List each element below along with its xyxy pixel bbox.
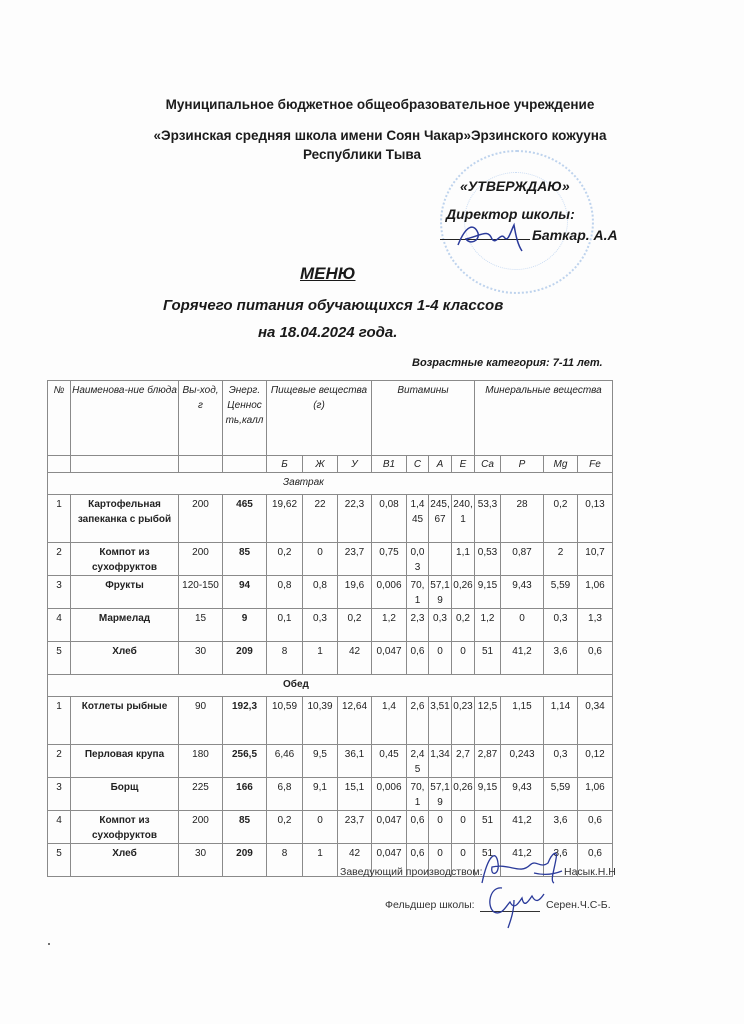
cell-p: 41,2 — [501, 642, 544, 675]
cell-c: 0,03 — [407, 543, 429, 576]
cell-mg: 0,3 — [544, 609, 578, 642]
header-vitamins: Витамины — [372, 381, 475, 456]
cell-b1: 0,75 — [372, 543, 407, 576]
subheader-carbs: У — [338, 456, 372, 473]
cell-c: 2,45 — [407, 745, 429, 778]
subheader-row — [48, 456, 613, 473]
cell-zh: 1 — [303, 844, 338, 877]
cell-fe: 0,34 — [578, 697, 613, 745]
cell-ca: 9,15 — [475, 778, 501, 811]
cell-name: Хлеб — [71, 844, 179, 877]
subheader-e: Е — [452, 456, 475, 473]
cell-num: 3 — [48, 778, 71, 811]
cell-e: 0 — [452, 811, 475, 844]
cell-num: 1 — [48, 697, 71, 745]
cell-zh: 1 — [303, 642, 338, 675]
cell-mg: 3,6 — [544, 642, 578, 675]
cell-energy: 166 — [223, 778, 267, 811]
cell-energy: 209 — [223, 642, 267, 675]
header-num: № — [48, 381, 71, 456]
cell-zh: 9,1 — [303, 778, 338, 811]
cell-zh: 0,3 — [303, 609, 338, 642]
cell-b: 0,2 — [267, 811, 303, 844]
cell-name: Фрукты — [71, 576, 179, 609]
cell-u: 15,1 — [338, 778, 372, 811]
cell-u: 12,64 — [338, 697, 372, 745]
age-category: Возрастные категория: 7-11 лет. — [412, 357, 603, 369]
cell-num: 4 — [48, 811, 71, 844]
cell-name: Перловая крупа — [71, 745, 179, 778]
cell-energy: 209 — [223, 844, 267, 877]
cell-name: Картофельная запеканка с рыбой — [71, 495, 179, 543]
cell-zh: 0 — [303, 543, 338, 576]
header-nutrients: Пищевые вещества (г) — [267, 381, 372, 456]
cell-num: 2 — [48, 745, 71, 778]
medic-name: Серен.Ч.С-Б. — [546, 899, 611, 911]
subheader-blank — [71, 456, 179, 473]
cell-fe: 10,7 — [578, 543, 613, 576]
production-head-label: Заведующий производством: — [340, 866, 483, 878]
director-name: Баткар. А.А — [532, 227, 618, 243]
cell-b: 6,46 — [267, 745, 303, 778]
cell-u: 36,1 — [338, 745, 372, 778]
cell-ca: 9,15 — [475, 576, 501, 609]
cell-mg: 1,14 — [544, 697, 578, 745]
cell-energy: 256,5 — [223, 745, 267, 778]
director-position: Директор школы: — [446, 206, 575, 222]
cell-mg: 3,6 — [544, 811, 578, 844]
cell-yield: 15 — [179, 609, 223, 642]
section-label: Завтрак — [48, 473, 613, 495]
cell-ca: 51 — [475, 844, 501, 877]
cell-ca: 12,5 — [475, 697, 501, 745]
cell-e: 0 — [452, 844, 475, 877]
cell-b1: 0,006 — [372, 778, 407, 811]
cell-energy: 94 — [223, 576, 267, 609]
cell-yield: 225 — [179, 778, 223, 811]
cell-e: 0 — [452, 642, 475, 675]
cell-b1: 0,08 — [372, 495, 407, 543]
cell-yield: 120-150 — [179, 576, 223, 609]
cell-num: 5 — [48, 642, 71, 675]
cell-b1: 0,006 — [372, 576, 407, 609]
cell-a — [429, 543, 452, 576]
org-line-1: Муниципальное бюджетное общеобразовательное учреждение — [165, 97, 595, 112]
cell-zh: 0 — [303, 811, 338, 844]
cell-name: Компот из сухофруктов — [71, 811, 179, 844]
cell-e: 1,1 — [452, 543, 475, 576]
section-row — [48, 473, 613, 495]
cell-c: 1,445 — [407, 495, 429, 543]
section-row — [48, 675, 613, 697]
medic-label: Фельдшер школы: — [385, 899, 475, 911]
cell-zh: 22 — [303, 495, 338, 543]
table-row — [48, 576, 613, 609]
cell-b: 8 — [267, 642, 303, 675]
menu-title: МЕНЮ — [300, 264, 356, 283]
cell-ca: 51 — [475, 811, 501, 844]
cell-a: 1,34 — [429, 745, 452, 778]
cell-fe: 0,12 — [578, 745, 613, 778]
cell-c: 0,6 — [407, 811, 429, 844]
cell-p: 0,243 — [501, 745, 544, 778]
cell-b1: 0,047 — [372, 642, 407, 675]
org-line-3: Республики Тыва — [302, 147, 422, 162]
cell-name: Котлеты рыбные — [71, 697, 179, 745]
cell-yield: 200 — [179, 495, 223, 543]
scan-speck — [48, 943, 50, 945]
cell-u: 42 — [338, 642, 372, 675]
cell-c: 70,1 — [407, 778, 429, 811]
cell-yield: 180 — [179, 745, 223, 778]
cell-fe: 0,6 — [578, 844, 613, 877]
cell-yield: 90 — [179, 697, 223, 745]
cell-fe: 0,6 — [578, 642, 613, 675]
table-row — [48, 697, 613, 745]
cell-p: 0,87 — [501, 543, 544, 576]
production-head-name: Насык.Н.Н — [564, 866, 616, 878]
cell-c: 0,6 — [407, 844, 429, 877]
subheader-fe: Fe — [578, 456, 613, 473]
cell-a: 0 — [429, 844, 452, 877]
subheader-protein: Б — [267, 456, 303, 473]
cell-u: 22,3 — [338, 495, 372, 543]
cell-num: 2 — [48, 543, 71, 576]
cell-a: 0 — [429, 811, 452, 844]
cell-c: 2,6 — [407, 697, 429, 745]
cell-energy: 9 — [223, 609, 267, 642]
cell-num: 5 — [48, 844, 71, 877]
cell-u: 0,2 — [338, 609, 372, 642]
cell-a: 0,3 — [429, 609, 452, 642]
table-row — [48, 495, 613, 543]
cell-b1: 0,047 — [372, 811, 407, 844]
cell-b1: 0,45 — [372, 745, 407, 778]
cell-num: 1 — [48, 495, 71, 543]
cell-fe: 1,06 — [578, 778, 613, 811]
subheader-mg: Mg — [544, 456, 578, 473]
cell-p: 41,2 — [501, 844, 544, 877]
subheader-a: А — [429, 456, 452, 473]
cell-yield: 30 — [179, 844, 223, 877]
cell-e: 240,1 — [452, 495, 475, 543]
table-row — [48, 811, 613, 844]
subheader-ca: Ca — [475, 456, 501, 473]
section-label: Обед — [48, 675, 613, 697]
cell-b: 8 — [267, 844, 303, 877]
cell-energy: 465 — [223, 495, 267, 543]
subheader-fat: Ж — [303, 456, 338, 473]
cell-b: 0,2 — [267, 543, 303, 576]
cell-fe: 1,3 — [578, 609, 613, 642]
cell-p: 9,43 — [501, 576, 544, 609]
cell-ca: 53,3 — [475, 495, 501, 543]
cell-p: 0 — [501, 609, 544, 642]
cell-b: 0,1 — [267, 609, 303, 642]
cell-p: 1,15 — [501, 697, 544, 745]
medic-signature-icon — [480, 880, 550, 930]
subheader-blank — [223, 456, 267, 473]
cell-zh: 9,5 — [303, 745, 338, 778]
table-row — [48, 609, 613, 642]
menu-date: на 18.04.2024 года. — [258, 324, 398, 341]
table-row — [48, 543, 613, 576]
cell-name: Борщ — [71, 778, 179, 811]
cell-b1: 1,2 — [372, 609, 407, 642]
cell-b1: 0,047 — [372, 844, 407, 877]
subheader-b1: В1 — [372, 456, 407, 473]
header-energy: Энерг. Ценность,калл — [223, 381, 267, 456]
subheader-c: С — [407, 456, 429, 473]
cell-yield: 200 — [179, 543, 223, 576]
header-row — [48, 381, 613, 456]
cell-a: 57,19 — [429, 778, 452, 811]
menu-subtitle: Горячего питания обучающихся 1-4 классов — [163, 297, 504, 314]
cell-a: 245,67 — [429, 495, 452, 543]
subheader-blank — [48, 456, 71, 473]
cell-mg: 5,59 — [544, 576, 578, 609]
menu-table — [47, 380, 613, 877]
cell-mg: 0,3 — [544, 745, 578, 778]
cell-c: 70,1 — [407, 576, 429, 609]
cell-ca: 51 — [475, 642, 501, 675]
cell-ca: 2,87 — [475, 745, 501, 778]
cell-energy: 85 — [223, 811, 267, 844]
cell-num: 3 — [48, 576, 71, 609]
cell-e: 0,26 — [452, 576, 475, 609]
cell-fe: 0,13 — [578, 495, 613, 543]
cell-name: Хлеб — [71, 642, 179, 675]
cell-b: 6,8 — [267, 778, 303, 811]
cell-name: Компот из сухофруктов — [71, 543, 179, 576]
cell-c: 2,3 — [407, 609, 429, 642]
cell-ca: 0,53 — [475, 543, 501, 576]
table-row — [48, 642, 613, 675]
cell-p: 9,43 — [501, 778, 544, 811]
cell-mg: 2 — [544, 543, 578, 576]
cell-fe: 1,06 — [578, 576, 613, 609]
cell-b: 0,8 — [267, 576, 303, 609]
cell-ca: 1,2 — [475, 609, 501, 642]
cell-name: Мармелад — [71, 609, 179, 642]
cell-energy: 192,3 — [223, 697, 267, 745]
cell-c: 0,6 — [407, 642, 429, 675]
cell-mg: 3,6 — [544, 844, 578, 877]
cell-u: 19,6 — [338, 576, 372, 609]
cell-e: 0,26 — [452, 778, 475, 811]
cell-a: 3,51 — [429, 697, 452, 745]
cell-u: 23,7 — [338, 811, 372, 844]
cell-e: 0,23 — [452, 697, 475, 745]
cell-u: 23,7 — [338, 543, 372, 576]
cell-p: 41,2 — [501, 811, 544, 844]
cell-yield: 200 — [179, 811, 223, 844]
cell-zh: 0,8 — [303, 576, 338, 609]
cell-e: 2,7 — [452, 745, 475, 778]
cell-b: 10,59 — [267, 697, 303, 745]
cell-b: 19,62 — [267, 495, 303, 543]
header-minerals: Минеральные вещества — [475, 381, 613, 456]
cell-u: 42 — [338, 844, 372, 877]
cell-mg: 5,59 — [544, 778, 578, 811]
cell-yield: 30 — [179, 642, 223, 675]
cell-e: 0,2 — [452, 609, 475, 642]
cell-zh: 10,39 — [303, 697, 338, 745]
table-row — [48, 778, 613, 811]
cell-p: 28 — [501, 495, 544, 543]
cell-b1: 1,4 — [372, 697, 407, 745]
header-name: Наименова-ние блюда — [71, 381, 179, 456]
approve-label: «УТВЕРЖДАЮ» — [460, 178, 570, 194]
cell-fe: 0,6 — [578, 811, 613, 844]
cell-a: 57,19 — [429, 576, 452, 609]
director-signature-icon — [452, 215, 532, 255]
subheader-blank — [179, 456, 223, 473]
cell-num: 4 — [48, 609, 71, 642]
cell-energy: 85 — [223, 543, 267, 576]
cell-mg: 0,2 — [544, 495, 578, 543]
subheader-p: P — [501, 456, 544, 473]
header-yield: Вы-ход,г — [179, 381, 223, 456]
cell-a: 0 — [429, 642, 452, 675]
table-row — [48, 745, 613, 778]
org-line-2: «Эрзинская средняя школа имени Соян Чакар»Эрзинского кожууна — [153, 128, 607, 143]
